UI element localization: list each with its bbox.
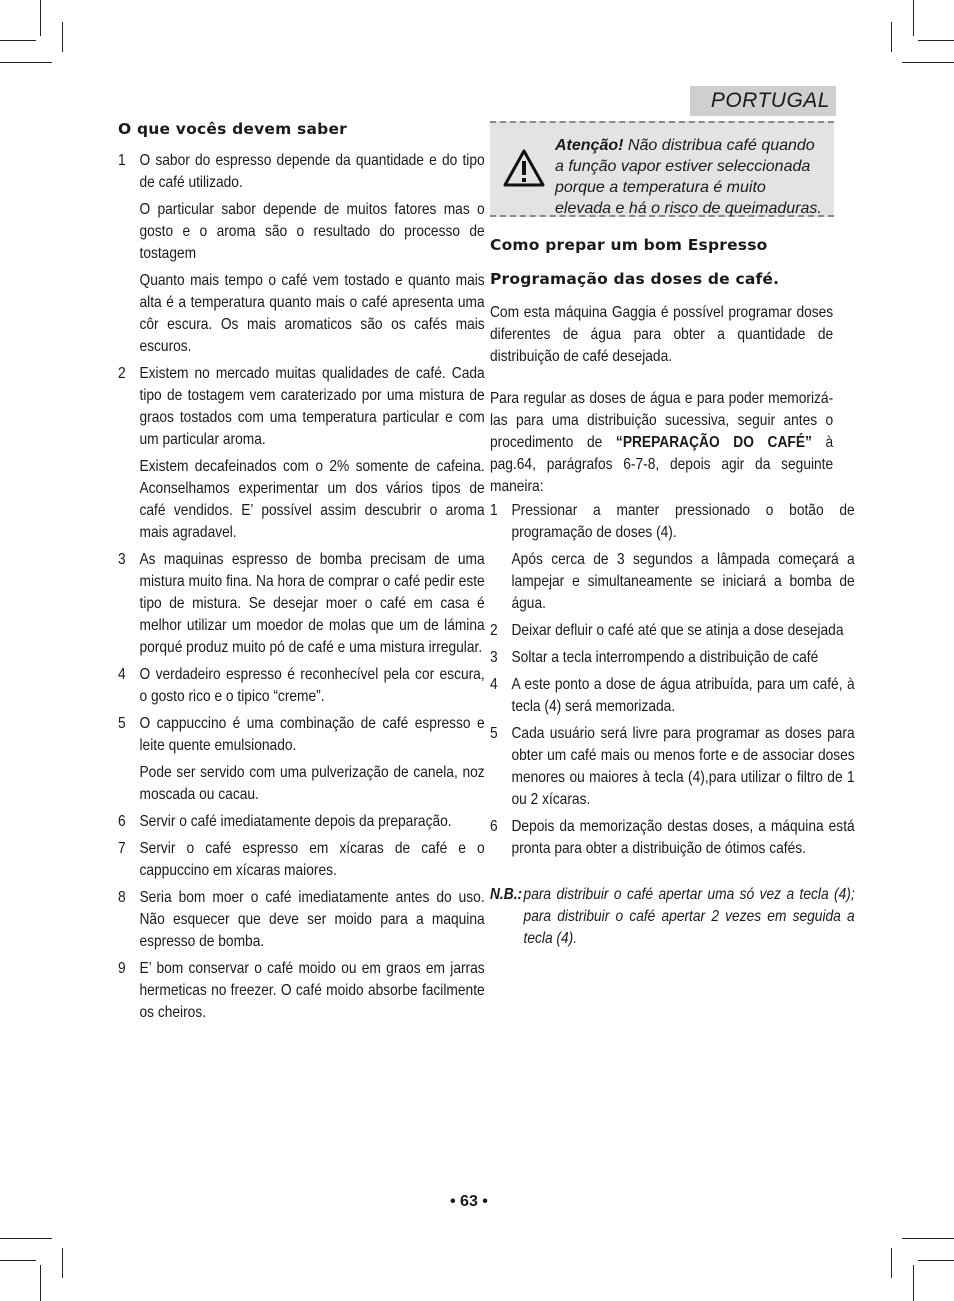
list-item	[118, 363, 485, 451]
programming-heading: Programação das doses de café.	[490, 270, 780, 288]
item-text: Cada usuário será livre para programar as doses para obter um café mais ou menos forte e de associar doses menores ou maiores à tecla (4),para utilizar o filtro de 1 ou 2 xícaras.	[511, 725, 855, 808]
item-number: 5	[118, 715, 126, 732]
list-item	[118, 199, 485, 265]
item-number: 2	[118, 365, 126, 382]
list-item	[118, 887, 485, 953]
item-number: 6	[118, 813, 126, 830]
item-number: 5	[490, 725, 498, 742]
crop-mark	[0, 1238, 52, 1239]
item-text: Servir o café espresso em xícaras de café e o cappuccino em xícaras maiores.	[139, 840, 485, 879]
crop-mark	[62, 1248, 63, 1278]
crop-mark	[902, 62, 954, 63]
crop-mark	[918, 40, 954, 41]
regulation-paragraph	[490, 388, 833, 498]
item-text: Existem no mercado muitas qualidades de café. Cada tipo de tostagem vem caraterizado por uma mistura de graos tostados com uma temperatura particular e com um particular aroma.	[139, 365, 485, 448]
item-number: 7	[118, 840, 126, 857]
language-label: PORTUGAL	[710, 89, 830, 112]
warning-message: Não distribua café quando a função vapor estiver seleccionada porque a temperatura é muito elevada e há o risco de queimaduras.	[555, 137, 822, 217]
item-text: O sabor do espresso depende da quantidade e do tipo de café utilizado.	[139, 152, 485, 191]
crop-mark	[0, 40, 36, 41]
crop-mark	[62, 22, 63, 52]
item-number: 9	[118, 960, 126, 977]
list-item	[490, 647, 855, 669]
list-item	[118, 150, 485, 194]
item-text: Seria bom moer o café imediatamente antes do uso. Não esquecer que deve ser moido para a maquina espresso de bomba.	[139, 889, 485, 950]
regulation-text-pre: Para regular as doses de água e para poder memorizá-las para uma distribuição sucessiva, seguir antes o procedimento de	[490, 390, 834, 451]
warning-text	[555, 135, 825, 219]
item-text: Quanto mais tempo o café vem tostado e quanto mais alta é a temperatura quanto mais o café apresenta uma côr escura. Os mais aromaticos são os cafés mais escuros.	[139, 272, 485, 355]
list-item	[118, 270, 485, 358]
item-number: 3	[490, 649, 498, 666]
crop-mark	[913, 0, 914, 36]
left-column	[118, 116, 485, 1024]
regulation-text-post: à pag.64, parágrafos 6-7-8, depois agir da seguinte maneira:	[490, 434, 834, 495]
crop-mark	[891, 1248, 892, 1278]
nb-text: para distribuir o café apertar uma só vez a tecla (4); para distribuir o café apertar 2 vezes em seguida a tecla (4).	[523, 886, 855, 947]
warning-box	[490, 121, 834, 217]
item-text: Soltar a tecla interrompendo a distribuição de café	[511, 649, 819, 666]
warning-triangle-icon	[503, 149, 545, 187]
list-item	[490, 500, 855, 544]
crop-mark	[40, 0, 41, 36]
list-item	[118, 664, 485, 708]
warning-label: Atenção!	[555, 137, 624, 154]
crop-mark	[902, 1238, 954, 1239]
section-title: O que vocês devem saber	[118, 120, 347, 138]
item-number: 3	[118, 551, 126, 568]
list-item	[490, 723, 855, 811]
item-text: Servir o café imediatamente depois da preparação.	[139, 813, 452, 830]
item-text: Depois da memorização destas doses, a máquina está pronta para obter a distribuição de ótimos cafés.	[511, 818, 855, 857]
item-text: Pode ser servido com uma pulverização de canela, noz moscada ou cacau.	[139, 764, 485, 803]
list-item	[490, 674, 855, 718]
right-column	[490, 234, 855, 950]
list-item	[118, 811, 485, 833]
crop-mark	[0, 62, 52, 63]
nb-note	[490, 884, 855, 950]
item-text: Após cerca de 3 segundos a lâmpada começará a lampejar e simultaneamente se iniciará a bomba de água.	[511, 551, 855, 612]
crop-mark	[918, 1260, 954, 1261]
list-item	[490, 549, 855, 615]
item-text: E’ bom conservar o café moido ou em graos em jarras hermeticas no freezer. O café moido absorbe facilmente os cheiros.	[139, 960, 485, 1021]
item-number: 6	[490, 818, 498, 835]
crop-mark	[913, 1265, 914, 1301]
page-number: • 63 •	[450, 1193, 488, 1210]
item-number: 4	[118, 666, 126, 683]
tips-list	[118, 150, 485, 1024]
crop-mark	[0, 1260, 36, 1261]
item-number: 1	[118, 152, 126, 169]
list-item	[118, 762, 485, 806]
item-text: O verdadeiro espresso é reconhecível pela cor escura, o gosto rico e o tipico “creme”.	[139, 666, 485, 705]
item-text: Pressionar a manter pressionado o botão de programação de doses (4).	[511, 502, 855, 541]
list-item	[490, 620, 855, 642]
language-tab	[690, 86, 836, 116]
list-item	[490, 816, 855, 860]
list-item	[118, 549, 485, 659]
regulation-ref: “PREPARAÇÃO DO CAFÉ”	[615, 434, 812, 451]
crop-mark	[891, 22, 892, 52]
item-text: Deixar defluir o café até que se atinja a dose desejada	[511, 622, 844, 639]
item-text: A este ponto a dose de água atribuída, para um café, à tecla (4) será memorizada.	[511, 676, 855, 715]
item-number: 4	[490, 676, 498, 693]
nb-label: N.B.:	[490, 886, 523, 903]
crop-mark	[40, 1265, 41, 1301]
list-item	[118, 713, 485, 757]
steps-list	[490, 500, 855, 860]
item-number: 1	[490, 502, 498, 519]
item-text: As maquinas espresso de bomba precisam de uma mistura muito fina. Na hora de comprar o café pedir este tipo de mistura. Se desejar moer o café em casa é melhor utilizar um moedor de molas que um de lámina porqué produz muito pó de café e uma mistura irregular.	[139, 551, 485, 656]
list-item	[118, 456, 485, 544]
item-text: O cappuccino é uma combinação de café espresso e leite quente emulsionado.	[139, 715, 485, 754]
intro-paragraph: Com esta máquina Gaggia é possível programar doses diferentes de água para obter a quantidade de distribuição de café desejada.	[490, 304, 834, 365]
item-number: 2	[490, 622, 498, 639]
item-number: 8	[118, 889, 126, 906]
item-text: O particular sabor depende de muitos fatores mas o gosto e o aroma são o resultado do processo de tostagem	[139, 201, 485, 262]
espresso-heading: Como prepar um bom Espresso	[490, 236, 768, 254]
list-item	[118, 958, 485, 1024]
item-text: Existem decafeinados com o 2% somente de cafeina. Aconselhamos experimentar um dos vários tipos de café vendidos. E’ possível assim descubrir o aroma mais agradavel.	[139, 458, 485, 541]
list-item	[118, 838, 485, 882]
